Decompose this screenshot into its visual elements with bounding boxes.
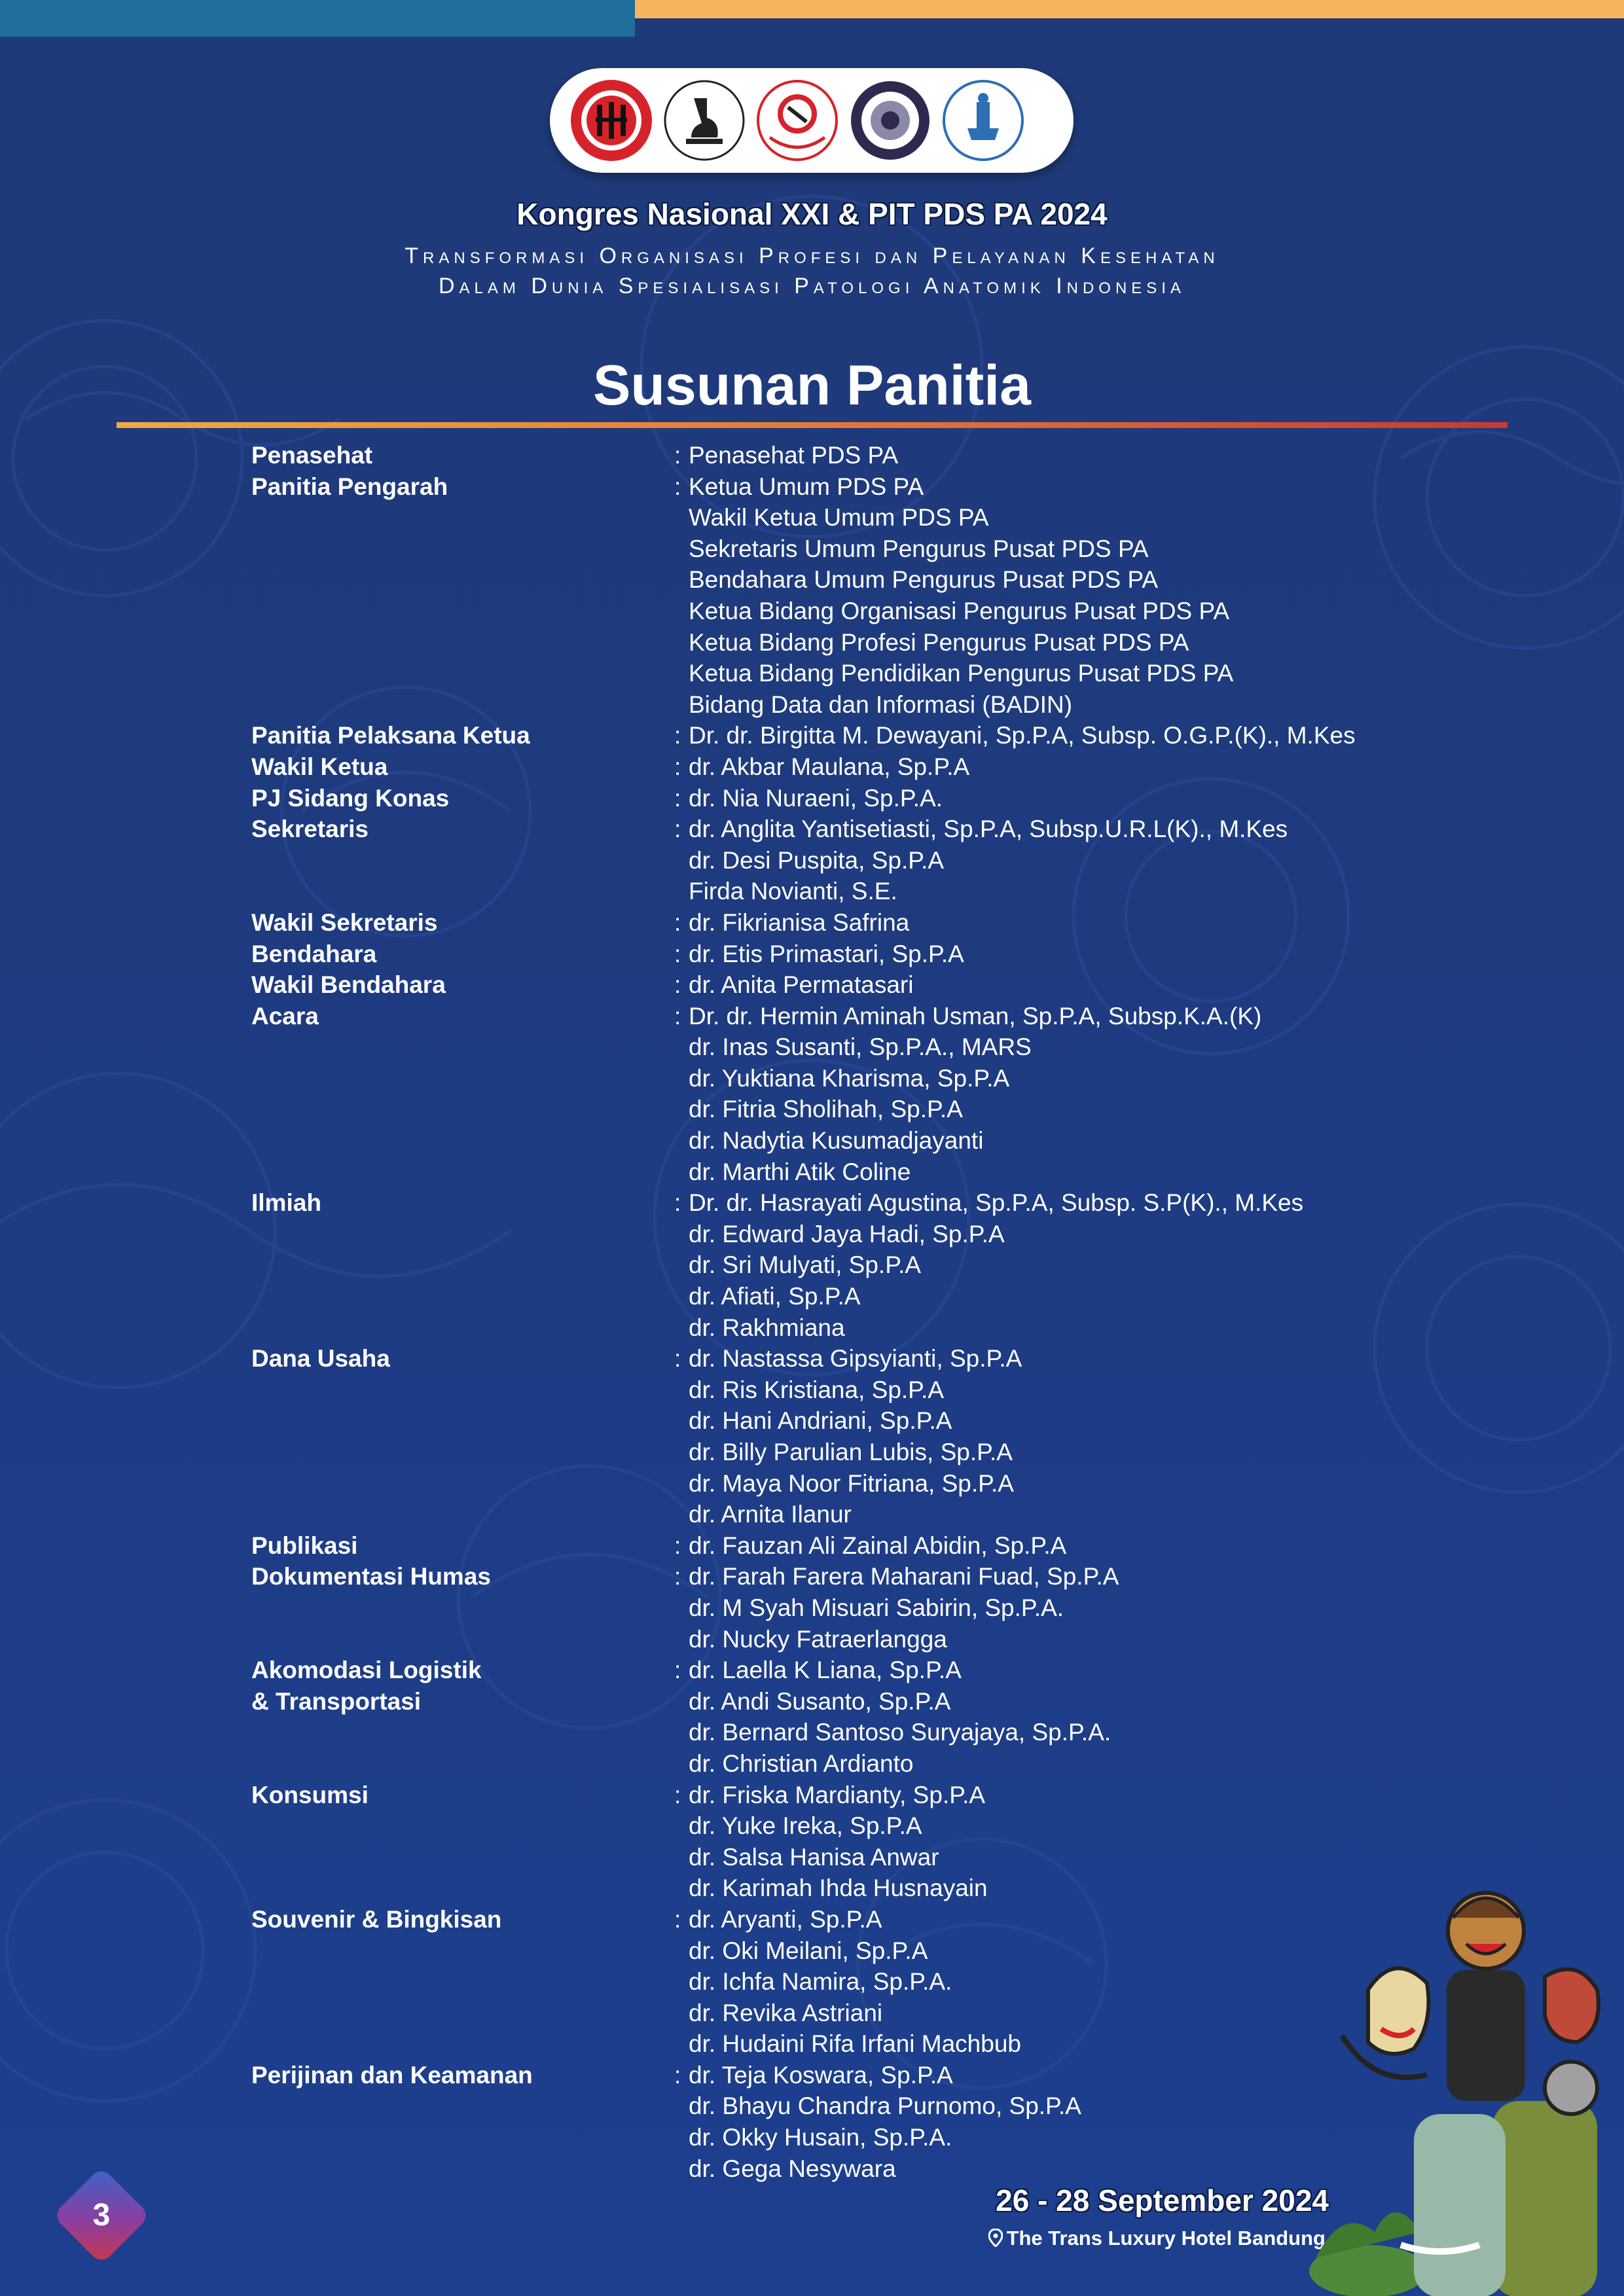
- member-line: [674, 627, 1495, 658]
- member-name: dr. Salsa Hanisa Anwar: [689, 1843, 939, 1871]
- committee-role: [251, 969, 1495, 1001]
- member-line: [674, 1561, 1495, 1592]
- member-line: [674, 1499, 1495, 1530]
- member-name: Sekretaris Umum Pengurus Pusat PDS PA: [689, 535, 1149, 562]
- member-line: [674, 502, 1495, 533]
- colon-separator: :: [674, 1905, 681, 1933]
- role-members: [674, 1655, 1495, 1779]
- member-name: dr. Farah Farera Maharani Fuad, Sp.P.A: [689, 1563, 1119, 1590]
- member-name: dr. Anglita Yantisetiasti, Sp.P.A, Subsp.U.R.L(K)., M.Kes: [689, 816, 1288, 843]
- member-line: [674, 1031, 1495, 1063]
- role-name: Konsumsi: [251, 1781, 369, 1808]
- member-name: Ketua Bidang Organisasi Pengurus Pusat PDS PA: [689, 597, 1230, 624]
- member-name: dr. Aryanti, Sp.P.A: [689, 1905, 882, 1933]
- colon-separator: :: [674, 1532, 681, 1559]
- venue-name: The Trans Luxury Hotel Bandung: [1006, 2227, 1326, 2250]
- role-members: [674, 751, 1495, 783]
- member-name: dr. Yuktiana Kharisma, Sp.P.A: [689, 1064, 1010, 1092]
- member-name: dr. Ichfa Namira, Sp.P.A.: [689, 1968, 952, 1996]
- member-line: [674, 1312, 1495, 1344]
- idi-logo: [569, 79, 653, 162]
- role-name: Sekretaris: [251, 816, 369, 843]
- member-name: Firda Novianti, S.E.: [689, 878, 897, 905]
- location-pin-icon: [988, 2229, 1003, 2247]
- member-name: dr. Teja Koswara, Sp.P.A: [689, 2061, 953, 2089]
- committee-role: [251, 751, 1495, 783]
- member-name: Dr. dr. Birgitta M. Dewayani, Sp.P.A, Subsp. O.G.P.(K)., M.Kes: [689, 722, 1356, 749]
- member-name: dr. Nadytia Kusumadjayanti: [689, 1127, 984, 1155]
- colon-separator: :: [674, 473, 681, 500]
- member-name: dr. Hani Andriani, Sp.P.A: [689, 1407, 952, 1435]
- role-members: [674, 783, 1495, 814]
- role-name: Dokumentasi Humas: [251, 1563, 491, 1590]
- role-name: Perijinan dan Keamanan: [251, 2061, 533, 2089]
- role-members: [674, 1343, 1495, 1530]
- role-name: Panitia Pelaksana Ketua: [251, 722, 530, 749]
- colon-separator: :: [674, 1002, 681, 1030]
- member-line: [674, 845, 1495, 876]
- committee-role: [251, 1001, 1495, 1188]
- member-line: [674, 1810, 1495, 1842]
- event-date: 26 - 28 September 2024: [996, 2183, 1329, 2217]
- member-line: [674, 596, 1495, 627]
- role-members: [674, 1561, 1495, 1655]
- member-line: [674, 1187, 1495, 1219]
- committee-role: [251, 1187, 1495, 1343]
- member-name: Dr. dr. Hasrayati Agustina, Sp.P.A, Subsp. S.P(K)., M.Kes: [689, 1189, 1304, 1217]
- colon-separator: :: [674, 753, 681, 780]
- member-line: [674, 783, 1495, 814]
- role-name: Wakil Ketua: [251, 753, 388, 780]
- member-line: [674, 1405, 1495, 1437]
- colon-separator: :: [674, 971, 681, 999]
- member-line: [674, 1001, 1495, 1032]
- role-name: Souvenir & Bingkisan: [251, 1905, 502, 1933]
- member-name: Ketua Bidang Pendidikan Pengurus Pusat PDS PA: [689, 660, 1234, 687]
- member-name: dr. Bernard Santoso Suryajaya, Sp.P.A.: [689, 1719, 1111, 1746]
- role-name: Publikasi: [251, 1532, 358, 1559]
- role-members: [674, 1530, 1495, 1562]
- member-line: [674, 1063, 1495, 1094]
- member-line: [674, 1686, 1495, 1717]
- member-name: dr. Etis Primastari, Sp.P.A: [689, 940, 964, 967]
- role-name: PJ Sidang Konas: [251, 784, 450, 812]
- member-name: Bendahara Umum Pengurus Pusat PDS PA: [689, 566, 1159, 594]
- colon-separator: :: [674, 1345, 681, 1372]
- member-line: [674, 1592, 1495, 1624]
- member-line: [674, 720, 1495, 751]
- member-name: dr. Nastassa Gipsyianti, Sp.P.A: [689, 1345, 1022, 1372]
- member-name: Wakil Ketua Umum PDS PA: [689, 504, 989, 531]
- member-line: [674, 689, 1495, 721]
- committee-role: [251, 1343, 1495, 1530]
- konas-pdspa-xxi-bandung-logo: [941, 79, 1025, 162]
- member-name: dr. Hudaini Rifa Irfani Machbub: [689, 2030, 1021, 2058]
- member-line: [674, 1249, 1495, 1281]
- role-name: Penasehat: [251, 442, 373, 469]
- member-name: dr. Billy Parulian Lubis, Sp.P.A: [689, 1439, 1013, 1465]
- member-name: dr. Desi Puspita, Sp.P.A: [689, 846, 945, 874]
- member-line: [674, 939, 1495, 970]
- member-name: dr. Revika Astriani: [689, 1999, 883, 2026]
- member-line: [674, 658, 1495, 689]
- member-name: Ketua Umum PDS PA: [689, 473, 924, 500]
- member-line: [674, 564, 1495, 596]
- member-line: [674, 1281, 1495, 1312]
- member-name: dr. Inas Susanti, Sp.P.A., MARS: [689, 1033, 1032, 1061]
- member-name: dr. Gega Nesywara: [689, 2155, 896, 2182]
- member-line: [674, 1780, 1495, 1811]
- colon-separator: :: [674, 2061, 681, 2089]
- wayang-puppets-illustration: [1296, 1878, 1624, 2296]
- colon-separator: :: [674, 1781, 681, 1808]
- role-members: [674, 1001, 1495, 1188]
- role-members: [674, 814, 1495, 907]
- theme-line-1: Transformasi Organisasi Profesi dan Pelayanan Kesehatan: [405, 243, 1219, 268]
- member-line: [674, 1094, 1495, 1125]
- member-name: dr. Oki Meilani, Sp.P.A: [689, 1937, 928, 1964]
- role-members: [674, 720, 1495, 751]
- member-line: [674, 1842, 1495, 1873]
- role-members: [674, 939, 1495, 970]
- colon-separator: :: [674, 1189, 681, 1217]
- member-name: dr. Marthi Atik Coline: [689, 1158, 911, 1185]
- member-name: Penasehat PDS PA: [689, 442, 899, 469]
- top-bar-teal: [0, 0, 635, 37]
- member-line: [674, 969, 1495, 1001]
- member-line: [674, 440, 1495, 471]
- page-number: 3: [92, 2198, 111, 2233]
- member-name: dr. Karimah Ihda Husnayain: [689, 1874, 988, 1902]
- role-name: Panitia Pengarah: [251, 473, 448, 500]
- top-bar-orange: [635, 0, 1624, 18]
- colon-separator: :: [674, 442, 681, 469]
- member-line: [674, 1748, 1495, 1780]
- member-name: Dr. dr. Hermin Aminah Usman, Sp.P.A, Subsp.K.A.(K): [689, 1002, 1262, 1030]
- colon-separator: :: [674, 940, 681, 967]
- member-name: dr. Christian Ardianto: [689, 1749, 914, 1777]
- member-name: dr. Fikrianisa Safrina: [689, 908, 910, 936]
- theme-line-2: Dalam Dunia Spesialisasi Patologi Anatomik Indonesia: [439, 274, 1185, 298]
- member-line: [674, 814, 1495, 845]
- member-name: dr. Friska Mardianty, Sp.P.A: [689, 1781, 986, 1808]
- member-name: dr. Akbar Maulana, Sp.P.A: [689, 753, 970, 780]
- member-line: [674, 1655, 1495, 1686]
- member-line: [674, 907, 1495, 939]
- role-members: [674, 969, 1495, 1001]
- event-venue: [851, 2227, 1326, 2250]
- committee-role: [251, 1655, 1495, 1779]
- committee-role: [251, 1561, 1495, 1655]
- member-name: dr. Laella K Liana, Sp.P.A: [689, 1657, 962, 1684]
- committee-role: [251, 471, 1495, 721]
- role-name: Acara: [251, 1002, 319, 1030]
- member-line: [674, 1717, 1495, 1748]
- colon-separator: :: [674, 816, 681, 843]
- congress-title: Kongres Nasional XXI & PIT PDS PA 2024: [516, 197, 1108, 231]
- committee-role: [251, 907, 1495, 939]
- member-line: [674, 533, 1495, 565]
- member-name: dr. Okky Husain, Sp.P.A.: [689, 2124, 952, 2151]
- member-line: [674, 1125, 1495, 1157]
- member-name: dr. Fitria Sholihah, Sp.P.A: [689, 1096, 963, 1123]
- member-line: [674, 1437, 1495, 1468]
- committee-role: [251, 1530, 1495, 1562]
- member-name: dr. Sri Mulyati, Sp.P.A: [689, 1251, 922, 1279]
- committee-role: [251, 720, 1495, 751]
- member-name: Ketua Bidang Profesi Pengurus Pusat PDS PA: [689, 628, 1189, 656]
- colon-separator: :: [674, 784, 681, 812]
- pds-pa-logo: [662, 79, 746, 162]
- member-name: dr. Andi Susanto, Sp.P.A: [689, 1687, 951, 1715]
- member-name: dr. Arnita Ilanur: [689, 1501, 852, 1528]
- member-line: [674, 876, 1495, 907]
- member-name: Bidang Data dan Informasi (BADIN): [689, 691, 1073, 718]
- colon-separator: :: [674, 1563, 681, 1590]
- member-name: dr. Ris Kristiana, Sp.P.A: [689, 1376, 945, 1403]
- role-name: Wakil Bendahara: [251, 971, 446, 999]
- committee-role: [251, 783, 1495, 814]
- member-line: [674, 751, 1495, 783]
- role-members: [674, 907, 1495, 939]
- member-name: dr. Nucky Fatraerlangga: [689, 1625, 947, 1653]
- member-line: [674, 1530, 1495, 1562]
- section-title: Susunan Panitia: [592, 354, 1032, 417]
- member-line: [674, 1468, 1495, 1499]
- role-members: [674, 471, 1495, 721]
- role-members: [674, 440, 1495, 471]
- member-line: [674, 1624, 1495, 1655]
- member-name: dr. Yuke Ireka, Sp.P.A: [689, 1812, 922, 1840]
- role-name: Bendahara: [251, 940, 377, 967]
- member-name: dr. Anita Permatasari: [689, 971, 914, 999]
- member-line: [674, 1343, 1495, 1374]
- member-name: dr. Bhayu Chandra Purnomo, Sp.P.A: [689, 2092, 1081, 2120]
- member-name: dr. Maya Noor Fitriana, Sp.P.A: [689, 1469, 1014, 1497]
- committee-role: [251, 814, 1495, 907]
- member-line: [674, 1374, 1495, 1406]
- colon-separator: :: [674, 722, 681, 749]
- member-name: dr. Nia Nuraeni, Sp.P.A.: [689, 784, 943, 812]
- member-name: dr. M Syah Misuari Sabirin, Sp.P.A.: [689, 1594, 1064, 1621]
- role-name: Dana Usaha: [251, 1345, 390, 1372]
- member-line: [674, 1157, 1495, 1188]
- role-name: Akomodasi Logistik & Transportasi: [251, 1657, 482, 1715]
- colon-separator: :: [674, 908, 681, 936]
- role-name: Ilmiah: [251, 1189, 321, 1217]
- member-line: [674, 471, 1495, 503]
- logo-strip: [550, 68, 1074, 173]
- member-name: dr. Edward Jaya Hadi, Sp.P.A: [689, 1220, 1005, 1247]
- member-name: dr. Fauzan Ali Zainal Abidin, Sp.P.A: [689, 1532, 1067, 1559]
- member-name: dr. Rakhmiana: [689, 1314, 845, 1341]
- colon-separator: :: [674, 1657, 681, 1684]
- committee-role: [251, 939, 1495, 970]
- role-members: [674, 1187, 1495, 1343]
- international-academy-pathology-logo: [848, 79, 932, 162]
- member-line: [674, 1219, 1495, 1250]
- member-name: dr. Afiati, Sp.P.A: [689, 1283, 861, 1310]
- title-divider: [117, 422, 1507, 428]
- committee-role: [251, 440, 1495, 471]
- iap-indonesian-division-logo: [755, 79, 839, 162]
- role-name: Wakil Sekretaris: [251, 908, 438, 936]
